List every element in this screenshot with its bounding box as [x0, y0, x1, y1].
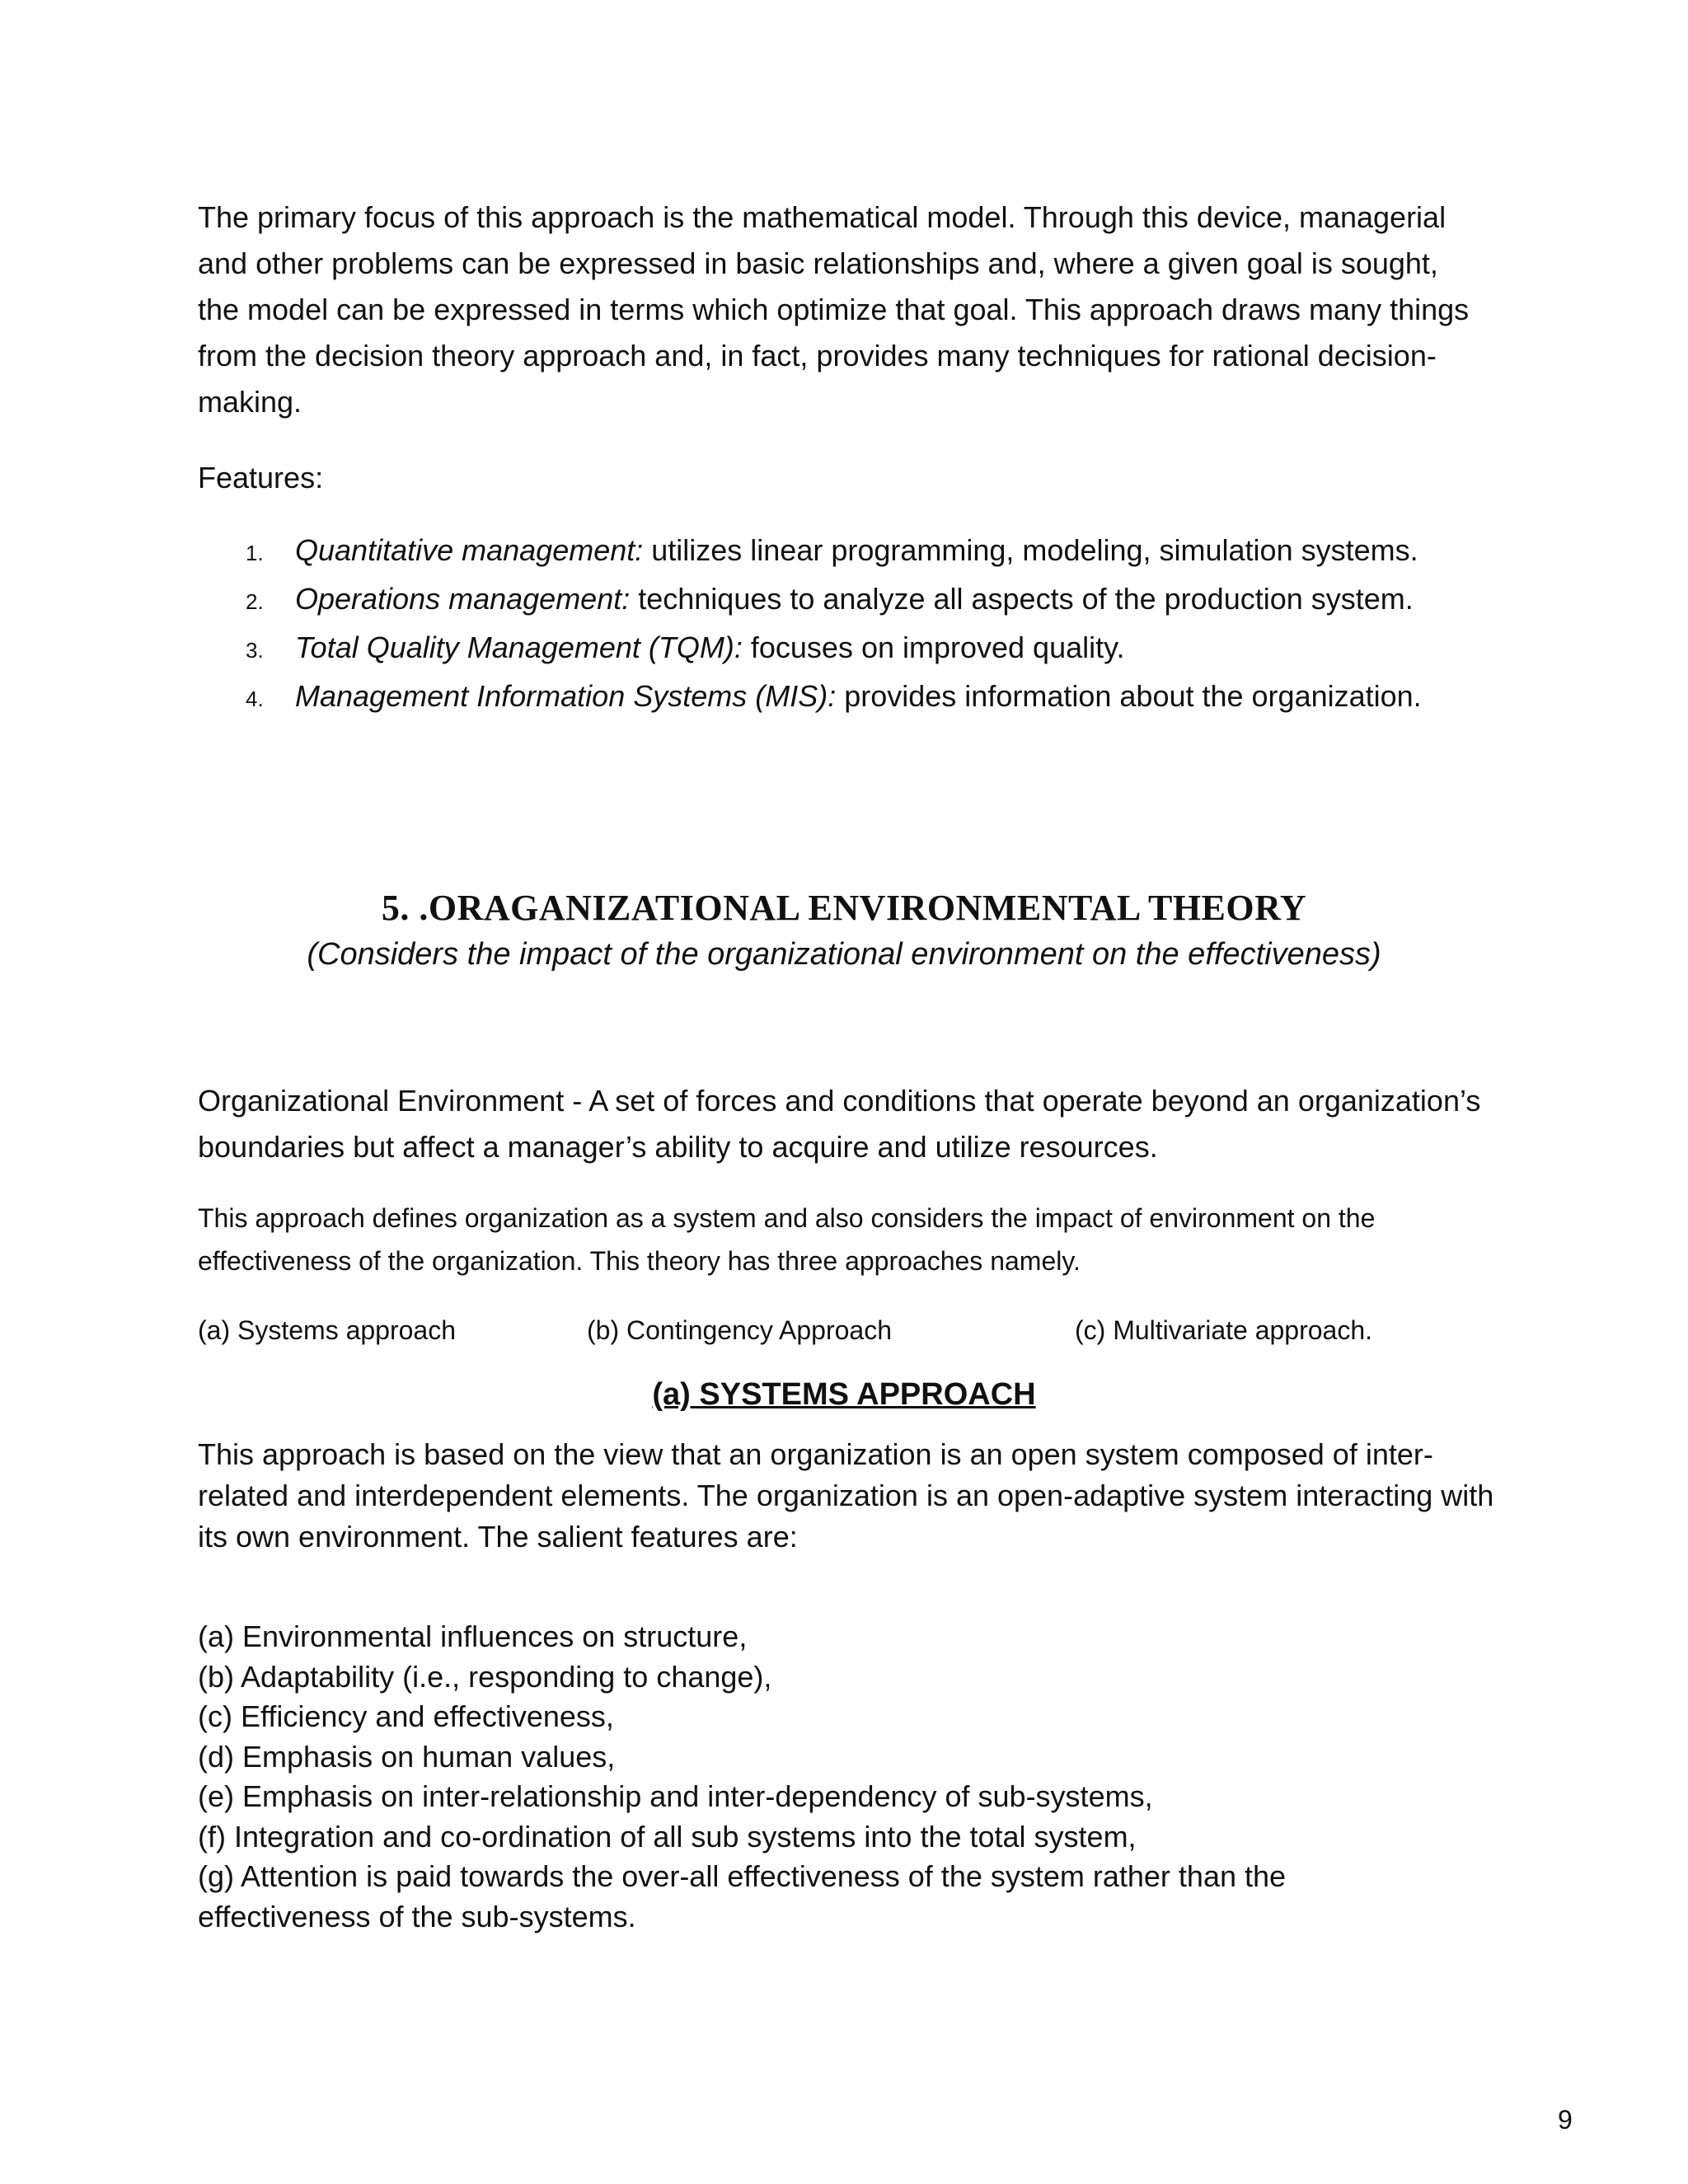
feature-description: provides information about the organization.	[836, 679, 1422, 713]
feature-term: Operations management:	[295, 582, 631, 616]
approach-paragraph: This approach defines organization as a system and also considers the impact of environment on the effectiveness of the organization. This theory has three approaches namely.	[198, 1203, 1376, 1276]
approach-item-multivariate: (c) Multivariate approach.	[1075, 1315, 1373, 1345]
list-item: (e) Emphasis on inter-relationship and inter-dependency of sub-systems,	[198, 1779, 1153, 1813]
salient-features-list	[198, 1617, 1517, 1937]
feature-description: utilizes linear programming, modeling, simulation systems.	[643, 533, 1418, 567]
list-item: (c) Efficiency and effectiveness,	[198, 1699, 614, 1733]
list-item: (f) Integration and co-ordination of all sub systems into the total system,	[198, 1819, 1137, 1854]
feature-description: techniques to analyze all aspects of the production system.	[630, 582, 1414, 616]
systems-paragraph: This approach is based on the view that an organization is an open system composed of inter-related and interdependent elements. The organization is an open-adaptive system interacting with its own environment. The salient features are:	[198, 1437, 1494, 1554]
list-item	[198, 576, 1533, 625]
approach-item-contingency: (b) Contingency Approach	[587, 1315, 892, 1345]
systems-approach-heading: (a) SYSTEMS APPROACH	[652, 1377, 1036, 1412]
list-number: 3.	[246, 638, 264, 663]
org-environment-paragraph: Organizational Environment - A set of forces and conditions that operate beyond an organization’s boundaries but affect a manager’s ability to acquire and utilize resources.	[198, 1084, 1481, 1164]
list-number: 1.	[246, 541, 264, 565]
list-item	[198, 625, 1533, 673]
features-list	[198, 527, 1533, 722]
feature-term: Management Information Systems (MIS):	[295, 679, 837, 713]
page-number: 9	[1558, 2105, 1573, 2135]
feature-term: Quantitative management:	[295, 533, 644, 567]
list-item: (a) Environmental influences on structure,	[198, 1619, 748, 1653]
list-item	[198, 673, 1533, 722]
list-number: 4.	[246, 687, 264, 711]
list-number: 2.	[246, 589, 264, 614]
features-label: Features:	[198, 461, 324, 494]
section-title: 5. .ORAGANIZATIONAL ENVIRONMENTAL THEORY	[381, 888, 1307, 928]
list-item	[198, 527, 1533, 576]
section-subtitle: (Considers the impact of the organizational environment on the effectiveness)	[307, 937, 1381, 972]
feature-description: focuses on improved quality.	[742, 630, 1125, 664]
feature-term: Total Quality Management (TQM):	[295, 630, 743, 664]
approach-item-systems: (a) Systems approach	[198, 1315, 457, 1345]
list-item: (d) Emphasis on human values,	[198, 1739, 616, 1774]
list-item: (g) Attention is paid towards the over-all effectiveness of the system rather than the effectiveness of the sub-systems.	[198, 1859, 1295, 1933]
list-item: (b) Adaptability (i.e., responding to change),	[198, 1659, 772, 1694]
intro-paragraph: The primary focus of this approach is the mathematical model. Through this device, managerial and other problems can be expressed in basic relationships and, where a given goal is sought, the model can be expressed in terms which optimize that goal. This approach draws many things from the decision theory approach and, in fact, provides many techniques for rational decision-making.	[198, 200, 1470, 419]
